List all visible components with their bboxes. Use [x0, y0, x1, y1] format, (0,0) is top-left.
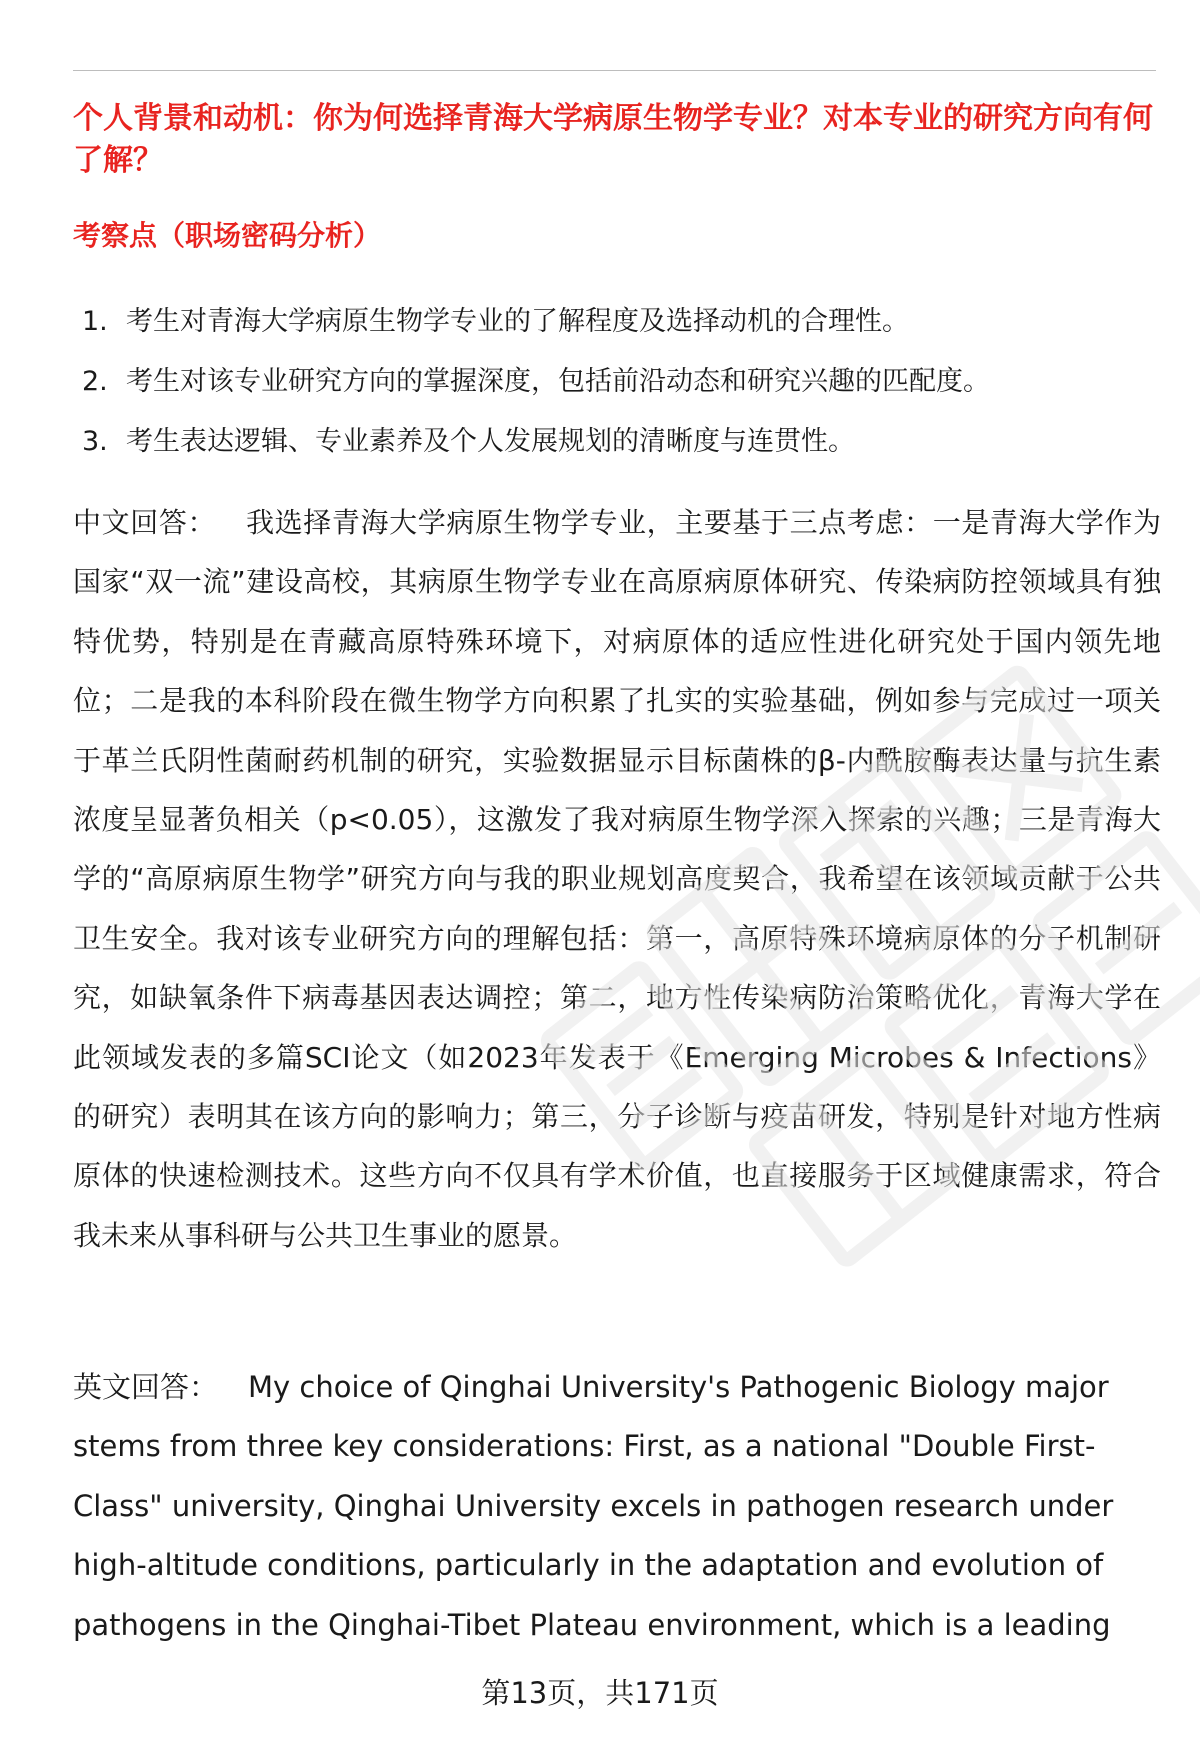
chinese-answer-paragraph [73, 493, 1161, 1265]
page-number-footer: 第13页，共171页 [481, 1676, 719, 1710]
question-heading: 个人背景和动机：你为何选择青海大学病原生物学专业？对本专业的研究方向有何了解？ [73, 101, 1153, 178]
exam-points-list [82, 292, 1162, 472]
list-item-number: 1. [82, 306, 108, 337]
list-item-number: 2. [82, 366, 108, 397]
list-item-text: 考生对青海大学病原生物学专业的了解程度及选择动机的合理性。 [126, 306, 909, 337]
english-answer-paragraph [73, 1358, 1161, 1655]
list-item [82, 412, 1162, 472]
list-item [82, 352, 1162, 412]
list-item-number: 3. [82, 426, 108, 457]
list-item-text: 考生对该专业研究方向的掌握深度，包括前沿动态和研究兴趣的匹配度。 [126, 366, 990, 397]
list-item-text: 考生表达逻辑、专业素养及个人发展规划的清晰度与连贯性。 [126, 426, 855, 457]
exam-points-heading: 考察点（职场密码分析） [73, 219, 382, 252]
english-answer-label: 英文回答： [73, 1370, 219, 1404]
top-divider [73, 70, 1156, 71]
chinese-answer-text: 我选择青海大学病原生物学专业，主要基于三点考虑：一是青海大学作为国家“双一流”建设高校，其病原生物学专业在高原病原体研究、传染病防控领域具有独特优势，特别是在青藏高原特殊环境下，对病原体的适应性进化研究处于国内领先地位；二是我的本科阶段在微生物学方向积累了扎实的实验基础，例如参与完成过一项关于革兰氏阴性菌耐药机制的研究，实验数据显示目标菌株的β-内酰胺酶表达量与抗生素浓度呈显著负相关（p<0.05），这激发了我对病原生物学深入探索的兴趣；三是青海大学的“高原病原生物学”研究方向与我的职业规划高度契合，我希望在该领域贡献于公共卫生安全。我对该专业研究方向的理解包括：第一，高原特殊环境病原体的分子机制研究，如缺氧条件下病毒基因表达调控；第二，地方性传染病防治策略优化，青海大学在此领域发表的多篇SCI论文（如2023年发表于《Emerging Microbes & Infections》的研究）表明其在该方向的影响力；第三，分子诊断与疫苗研发，特别是针对地方性病原体的快速检测技术。这些方向不仅具有学术价值，也直接服务于区域健康需求，符合我未来从事科研与公共卫生事业的愿景。 [73, 506, 1161, 1252]
chinese-answer-label: 中文回答： [73, 506, 217, 539]
list-item [82, 292, 1162, 352]
english-answer-text: My choice of Qinghai University's Pathogenic Biology major stems from three key considerations: First, as a national "Double First-Class" university, Qinghai University excels in pathogen research under high-altitude conditions, particularly in the adaptation and evolution of pathogens in the Qinghai-Tibet Plateau environment, which is a leading [73, 1370, 1114, 1642]
